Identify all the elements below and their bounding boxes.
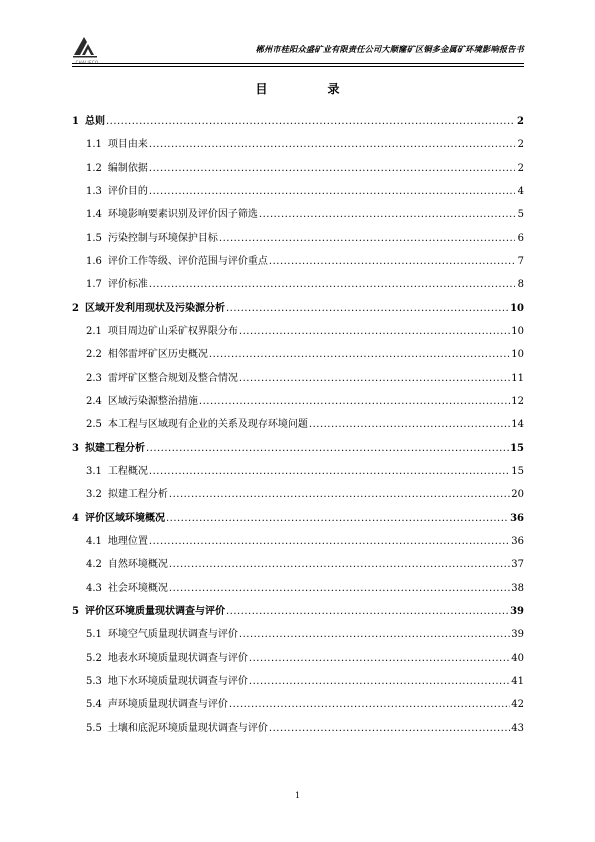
- toc-entry-number: 2.4: [86, 395, 102, 407]
- toc-entry-title: 拟建工程分析: [84, 442, 145, 454]
- toc-chapter-entry[interactable]: [72, 442, 524, 456]
- toc-entry-title: 地下水环境质量现状调查与评价: [107, 676, 248, 687]
- toc-dot-leader: [169, 558, 510, 572]
- toc-entry-title: 区域开发利用现状及污染源分析: [84, 302, 225, 314]
- toc-entry-number: 2.1: [86, 325, 102, 337]
- toc-dot-leader: [169, 582, 510, 596]
- toc-entry-title: 总则: [84, 116, 105, 127]
- page-header: [72, 33, 524, 65]
- toc-entry-number: 1.2: [86, 162, 102, 174]
- toc-entry-number: 5.1: [86, 629, 102, 641]
- toc-entry-page: 15: [511, 465, 524, 477]
- toc-dot-leader: [269, 255, 515, 269]
- toc-entry-page: 37: [511, 559, 524, 571]
- toc-entry-page: 7: [517, 255, 524, 267]
- toc-entry-number: 1.3: [86, 185, 102, 197]
- toc-entry-number: 1.7: [86, 279, 102, 291]
- toc-entry-title: 项目周边矿山采矿权界限分布: [107, 325, 238, 337]
- toc-entry-number: 2.5: [86, 419, 102, 431]
- header-rule-thick: [72, 63, 524, 64]
- toc-dot-leader: [226, 605, 509, 619]
- toc-entry-page: 2: [517, 139, 524, 151]
- toc-chapter-entry[interactable]: [72, 605, 524, 619]
- toc-entry-page: 36: [510, 512, 524, 524]
- toc-dot-leader: [309, 418, 510, 432]
- toc-entry-title: 本工程与区域现有企业的关系及现存环境问题: [107, 419, 308, 431]
- header-rule-thin: [72, 66, 524, 67]
- page-number: 1: [294, 791, 301, 800]
- toc-dot-leader: [166, 512, 509, 526]
- toc-chapter-entry[interactable]: [72, 115, 524, 129]
- toc-section-entry[interactable]: [72, 652, 524, 666]
- toc-dot-leader: [209, 348, 510, 362]
- toc-entry-title: 社会环境概况: [107, 582, 168, 594]
- toc-dot-leader: [106, 115, 515, 129]
- toc-dot-leader: [149, 138, 515, 152]
- toc-chapter-entry[interactable]: [72, 512, 524, 526]
- toc-dot-leader: [219, 232, 515, 246]
- toc-section-entry[interactable]: [72, 348, 524, 362]
- toc-section-entry[interactable]: [72, 232, 524, 246]
- toc-entry-number: 1.6: [86, 255, 102, 267]
- toc-entry-title: 相邻雷坪矿区历史概况: [107, 349, 208, 361]
- toc-dot-leader: [229, 698, 510, 712]
- toc-entry-title: 评价区域环境概况: [84, 512, 165, 524]
- toc-entry-title: 地表水环境质量现状调查与评价: [107, 652, 248, 664]
- toc-entry-title: 环境影响要素识别及评价因子筛选: [107, 209, 258, 221]
- toc-entry-number: 1.1: [86, 139, 102, 151]
- toc-entry-title: 评价标准: [107, 279, 148, 291]
- toc-section-entry[interactable]: [72, 488, 524, 502]
- toc-dot-leader: [149, 185, 515, 199]
- toc-entry-title: 评价工作等级、评价范围与评价重点: [107, 255, 268, 267]
- toc-entry-number: 5.3: [86, 676, 102, 687]
- toc-entry-title: 雷坪矿区整合规划及整合情况: [107, 372, 238, 384]
- logo-text: CHALIECO: [75, 60, 99, 65]
- toc-entry-page: 6: [517, 232, 524, 244]
- toc-section-entry[interactable]: [72, 138, 524, 152]
- toc-entry-title: 评价目的: [107, 185, 148, 197]
- toc-dot-leader: [149, 465, 510, 479]
- toc-dot-leader: [226, 302, 509, 316]
- toc-section-entry[interactable]: [72, 418, 524, 432]
- toc-entry-number: 5.5: [86, 722, 102, 734]
- toc-entry-page: 41: [511, 676, 524, 687]
- toc-entry-number: 2.3: [86, 372, 102, 384]
- toc-entry-title: 环境空气质量现状调查与评价: [107, 629, 238, 641]
- toc-entry-title: 评价区环境质量现状调查与评价: [84, 606, 225, 618]
- toc-entry-number: 5: [72, 606, 79, 618]
- toc-entry-page: 10: [510, 302, 524, 314]
- toc-section-entry[interactable]: [72, 675, 524, 689]
- toc-entry-page: 14: [511, 419, 524, 431]
- toc-entry-title: 污染控制与环境保护目标: [107, 232, 218, 244]
- toc-section-entry[interactable]: [72, 255, 524, 269]
- toc-section-entry[interactable]: [72, 535, 524, 549]
- toc-entry-page: 8: [517, 279, 524, 291]
- toc-entry-page: 20: [511, 489, 524, 501]
- toc-entry-number: 2.2: [86, 349, 102, 361]
- toc-entry-title: 工程概况: [107, 465, 148, 477]
- toc-entry-title: 声环境质量现状调查与评价: [107, 699, 228, 711]
- toc-entry-number: 4.1: [86, 536, 102, 547]
- toc-dot-leader: [269, 722, 510, 736]
- toc-dot-leader: [249, 652, 510, 666]
- toc-entry-page: 2: [517, 162, 524, 174]
- toc-entry-page: 36: [511, 536, 524, 547]
- toc-entry-number: 5.4: [86, 699, 102, 711]
- toc-section-entry[interactable]: [72, 722, 524, 736]
- toc-dot-leader: [169, 488, 510, 502]
- toc-dot-leader: [239, 628, 510, 642]
- toc-entry-page: 10: [511, 349, 524, 361]
- toc-entry-page: 38: [511, 582, 524, 594]
- toc-entry-page: 10: [511, 325, 524, 337]
- toc-entry-number: 1.4: [86, 209, 102, 221]
- toc-section-entry[interactable]: [72, 185, 524, 199]
- toc-entry-title: 区域污染源整治措施: [107, 395, 198, 407]
- toc-section-entry[interactable]: [72, 465, 524, 479]
- company-logo-icon: [72, 33, 98, 61]
- toc-section-entry[interactable]: [72, 558, 524, 572]
- toc-entry-page: 2: [517, 116, 524, 127]
- toc-section-entry[interactable]: [72, 372, 524, 386]
- toc-entry-page: 11: [511, 372, 524, 384]
- toc-title: 目 录: [255, 82, 364, 96]
- toc-section-entry[interactable]: [72, 208, 524, 222]
- toc-section-entry[interactable]: [72, 162, 524, 176]
- toc-entry-title: 自然环境概况: [107, 559, 168, 571]
- toc-entry-number: 4: [72, 512, 79, 524]
- toc-entry-title: 项目由来: [107, 139, 148, 151]
- toc-entry-number: 1.5: [86, 232, 102, 244]
- toc-entry-title: 编制依据: [107, 162, 148, 174]
- toc-section-entry[interactable]: [72, 325, 524, 339]
- toc-entry-page: 43: [511, 722, 524, 734]
- toc-entry-page: 5: [517, 209, 524, 221]
- toc-entry-page: 39: [511, 629, 524, 641]
- toc-entry-page: 39: [510, 606, 524, 618]
- toc-entry-number: 3: [72, 442, 79, 454]
- toc-entry-page: 15: [510, 442, 524, 454]
- toc-entry-page: 40: [511, 652, 524, 664]
- toc-dot-leader: [149, 278, 515, 292]
- toc-dot-leader: [199, 395, 510, 409]
- toc-section-entry[interactable]: [72, 698, 524, 712]
- toc-dot-leader: [259, 208, 515, 222]
- toc-entry-number: 1: [72, 116, 79, 127]
- toc-dot-leader: [149, 535, 510, 549]
- toc-section-entry[interactable]: [72, 628, 524, 642]
- toc-dot-leader: [249, 675, 510, 689]
- toc-dot-leader: [239, 372, 510, 386]
- toc-entry-number: 2: [72, 302, 79, 314]
- toc-entry-title: 拟建工程分析: [107, 489, 168, 501]
- toc-dot-leader: [146, 442, 509, 456]
- toc-entry-page: 12: [511, 395, 524, 407]
- toc-section-entry[interactable]: [72, 395, 524, 409]
- toc-entry-page: 4: [517, 185, 524, 197]
- toc-section-entry[interactable]: [72, 582, 524, 596]
- toc-entry-number: 4.2: [86, 559, 102, 571]
- toc-dot-leader: [149, 162, 515, 176]
- toc-entry-number: 5.2: [86, 652, 102, 664]
- toc-section-entry[interactable]: [72, 278, 524, 292]
- toc-entry-number: 3.2: [86, 489, 102, 501]
- toc-dot-leader: [239, 325, 510, 339]
- toc-entry-page: 42: [511, 699, 524, 711]
- toc-chapter-entry[interactable]: [72, 302, 524, 316]
- header-title: 郴州市桂阳众盛矿业有限责任公司大顺窿矿区铜多金属矿环境影响报告书: [255, 44, 524, 54]
- toc-entry-number: 3.1: [86, 465, 102, 477]
- toc-entry-number: 4.3: [86, 582, 102, 594]
- toc-entry-title: 土壤和底泥环境质量现状调查与评价: [107, 722, 268, 734]
- toc-entry-title: 地理位置: [107, 536, 148, 547]
